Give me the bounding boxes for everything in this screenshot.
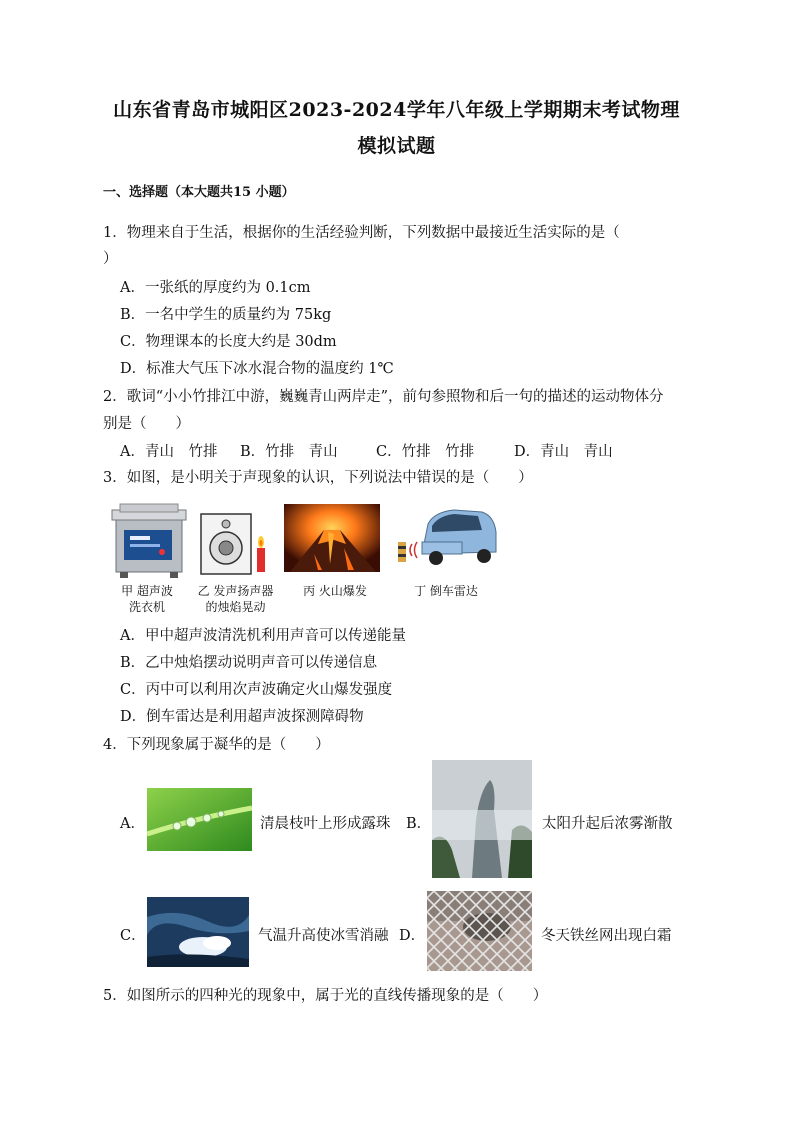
melting-ice-image — [147, 897, 249, 967]
q2-option-c: C．竹排 竹排 — [376, 444, 475, 460]
q3-option-c: C．丙中可以利用次声波确定火山爆发强度 — [120, 682, 393, 698]
caption-jia-line-1: 甲 超声波 — [121, 584, 173, 598]
q4-text-b: 太阳升起后浓雾渐散 — [542, 816, 673, 832]
q4-stem: 4．下列现象属于凝华的是（ ） — [103, 737, 330, 753]
q4-text-a: 清晨枝叶上形成露珠 — [260, 816, 391, 832]
q1-option-a: A．一张纸的厚度约为 0.1cm — [120, 280, 311, 296]
caption-jia — [112, 583, 182, 615]
caption-yi-line-1: 乙 发声扬声器 — [197, 584, 274, 598]
q2-option-a: A．青山 竹排 — [120, 444, 218, 460]
q3-option-d: D．倒车雷达是利用超声波探测障碍物 — [120, 709, 364, 725]
caption-yi-line-2: 的烛焰晃动 — [205, 600, 266, 614]
title-line-2: 模拟试题 — [357, 135, 436, 157]
frost-wire-mesh-image — [427, 891, 532, 971]
q4-text-d: 冬天铁丝网出现白霜 — [541, 928, 672, 944]
q1-option-c: C．物理课本的长度大约是 30dm — [120, 334, 337, 350]
q1-option-b: B．一名中学生的质量约为 75kg — [120, 307, 332, 323]
fog-mountain-image — [432, 760, 532, 878]
q3-option-b: B．乙中烛焰摆动说明声音可以传递信息 — [120, 655, 378, 671]
q5-stem: 5．如图所示的四种光的现象中，属于光的直线传播现象的是（ ） — [103, 988, 548, 1004]
q1-stem-line-1: 1．物理来自于生活，根据你的生活经验判断，下列数据中最接近生活实际的是（ — [103, 225, 620, 241]
dew-leaf-image — [147, 788, 252, 851]
q4-label-b: B． — [406, 816, 432, 832]
q2-stem-line-2: 别是（ ） — [103, 416, 190, 432]
section-heading: 一、选择题（本大题共15 小题） — [103, 185, 295, 200]
q4-text-c: 气温升高使冰雪消融 — [258, 928, 389, 944]
volcano-image — [284, 504, 380, 572]
q3-stem: 3．如图，是小明关于声现象的认识，下列说法中错误的是（ ） — [103, 470, 533, 486]
q2-stem-line-1: 2．歌词“小小竹排江中游，巍巍青山两岸走”，前句参照物和后一句的描述的运动物体分 — [103, 389, 664, 405]
q1-stem-line-2: ） — [103, 251, 118, 267]
q1-option-d: D．标准大气压下冰水混合物的温度约 1℃ — [120, 361, 394, 377]
ultrasonic-cleaner-image — [110, 500, 188, 580]
caption-jia-line-2: 洗衣机 — [128, 600, 165, 614]
q4-label-d: D． — [399, 928, 426, 944]
caption-bing: 丙 火山爆发 — [303, 584, 367, 598]
title-line-1: 山东省青岛市城阳区2023-2024学年八年级上学期期末考试物理 — [113, 99, 680, 121]
car-reversing-radar-image — [392, 502, 498, 574]
speaker-candle-image — [197, 508, 277, 578]
q3-option-a: A．甲中超声波清洗机利用声音可以传递能量 — [120, 628, 406, 644]
caption-ding: 丁 倒车雷达 — [414, 584, 478, 598]
q2-option-b: B．竹排 青山 — [240, 444, 338, 460]
q4-label-a: A． — [120, 816, 145, 832]
q2-option-d: D．青山 青山 — [514, 444, 613, 460]
caption-yi — [188, 583, 283, 615]
q4-label-c: C． — [120, 928, 146, 944]
